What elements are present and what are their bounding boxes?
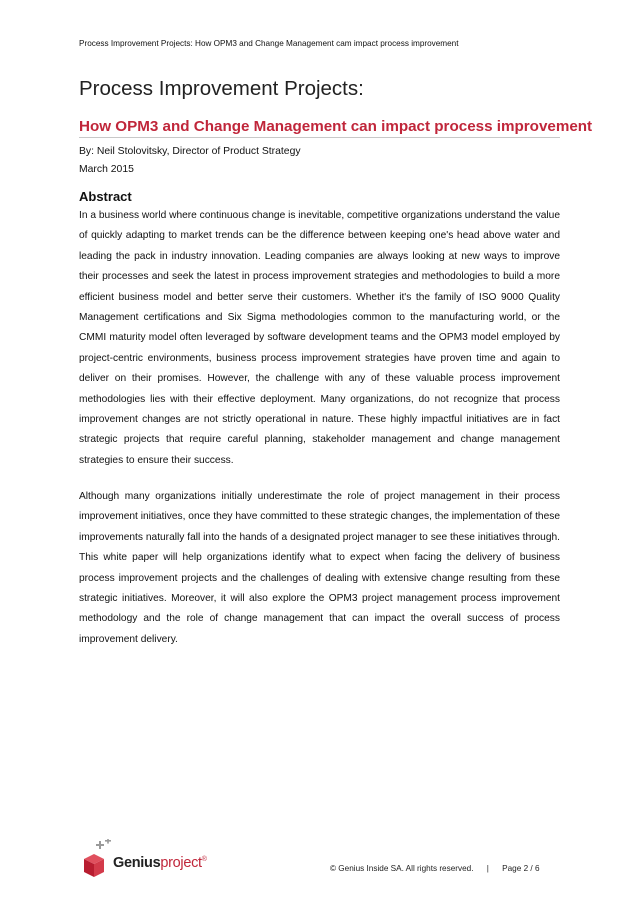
logo-cube-icon — [80, 839, 114, 879]
document-title: Process Improvement Projects: — [79, 77, 364, 100]
abstract-paragraph-1: In a business world where continuous change is inevitable, competitive organizations understand the value of quickly adapting to market trends can be the difference between keeping one's head above water and leading the pack in industry innovation. Leading companies are always looking at new ways to improve their processes and seek the latest in process improvement strategies and methodologies to build a more efficient business model and better serve their customers. Whether it's the family of ISO 9000 Quality Management certifications and Six Sigma methodologies common to the manufacturing world, or the CMMI maturity model often leveraged by software development teams and the OPM3 model employed by project-centric environments, business process improvement strategies have proven time and again to deliver on their promises. However, the challenge with any of these valuable process improvement methodologies lies with their effective deployment. Many organizations, do not recognize that process improvement changes are not strictly operational in nature. These highly impactful initiatives are in fact strategic projects that require careful planning, stakeholder management and change management strategies to ensure their success. — [79, 210, 560, 466]
page-number: Page 2 / 6 — [502, 864, 540, 873]
running-header: Process Improvement Projects: How OPM3 and Change Management cam impact process improvement — [79, 39, 459, 48]
logo-wordmark: Geniusproject® — [113, 855, 207, 871]
document-subtitle: How OPM3 and Change Management can impact process improvement — [79, 118, 560, 138]
page-footer — [330, 864, 562, 873]
publication-date: March 2015 — [79, 164, 134, 175]
footer-separator: | — [486, 864, 489, 873]
abstract-heading: Abstract — [79, 189, 132, 204]
abstract-paragraph-2: Although many organizations initially underestimate the role of project management in their process improvement initiatives, once they have committed to these strategic changes, the implementation of these improvements naturally fall into the hands of a designated project manager to see these initiatives through. This white paper will help organizations identify what to expect when facing the delivery of business process improvement projects and the challenges of dealing with extensive change resulting from these strategic initiatives. Moreover, it will also explore the OPM3 project management process improvement methodology and the role of change management that can impact the overall success of process improvement delivery. — [79, 491, 560, 645]
author-byline: By: Neil Stolovitsky, Director of Product Strategy — [79, 146, 301, 157]
copyright-text: © Genius Inside SA. All rights reserved. — [330, 864, 474, 873]
genius-project-logo — [80, 839, 220, 879]
